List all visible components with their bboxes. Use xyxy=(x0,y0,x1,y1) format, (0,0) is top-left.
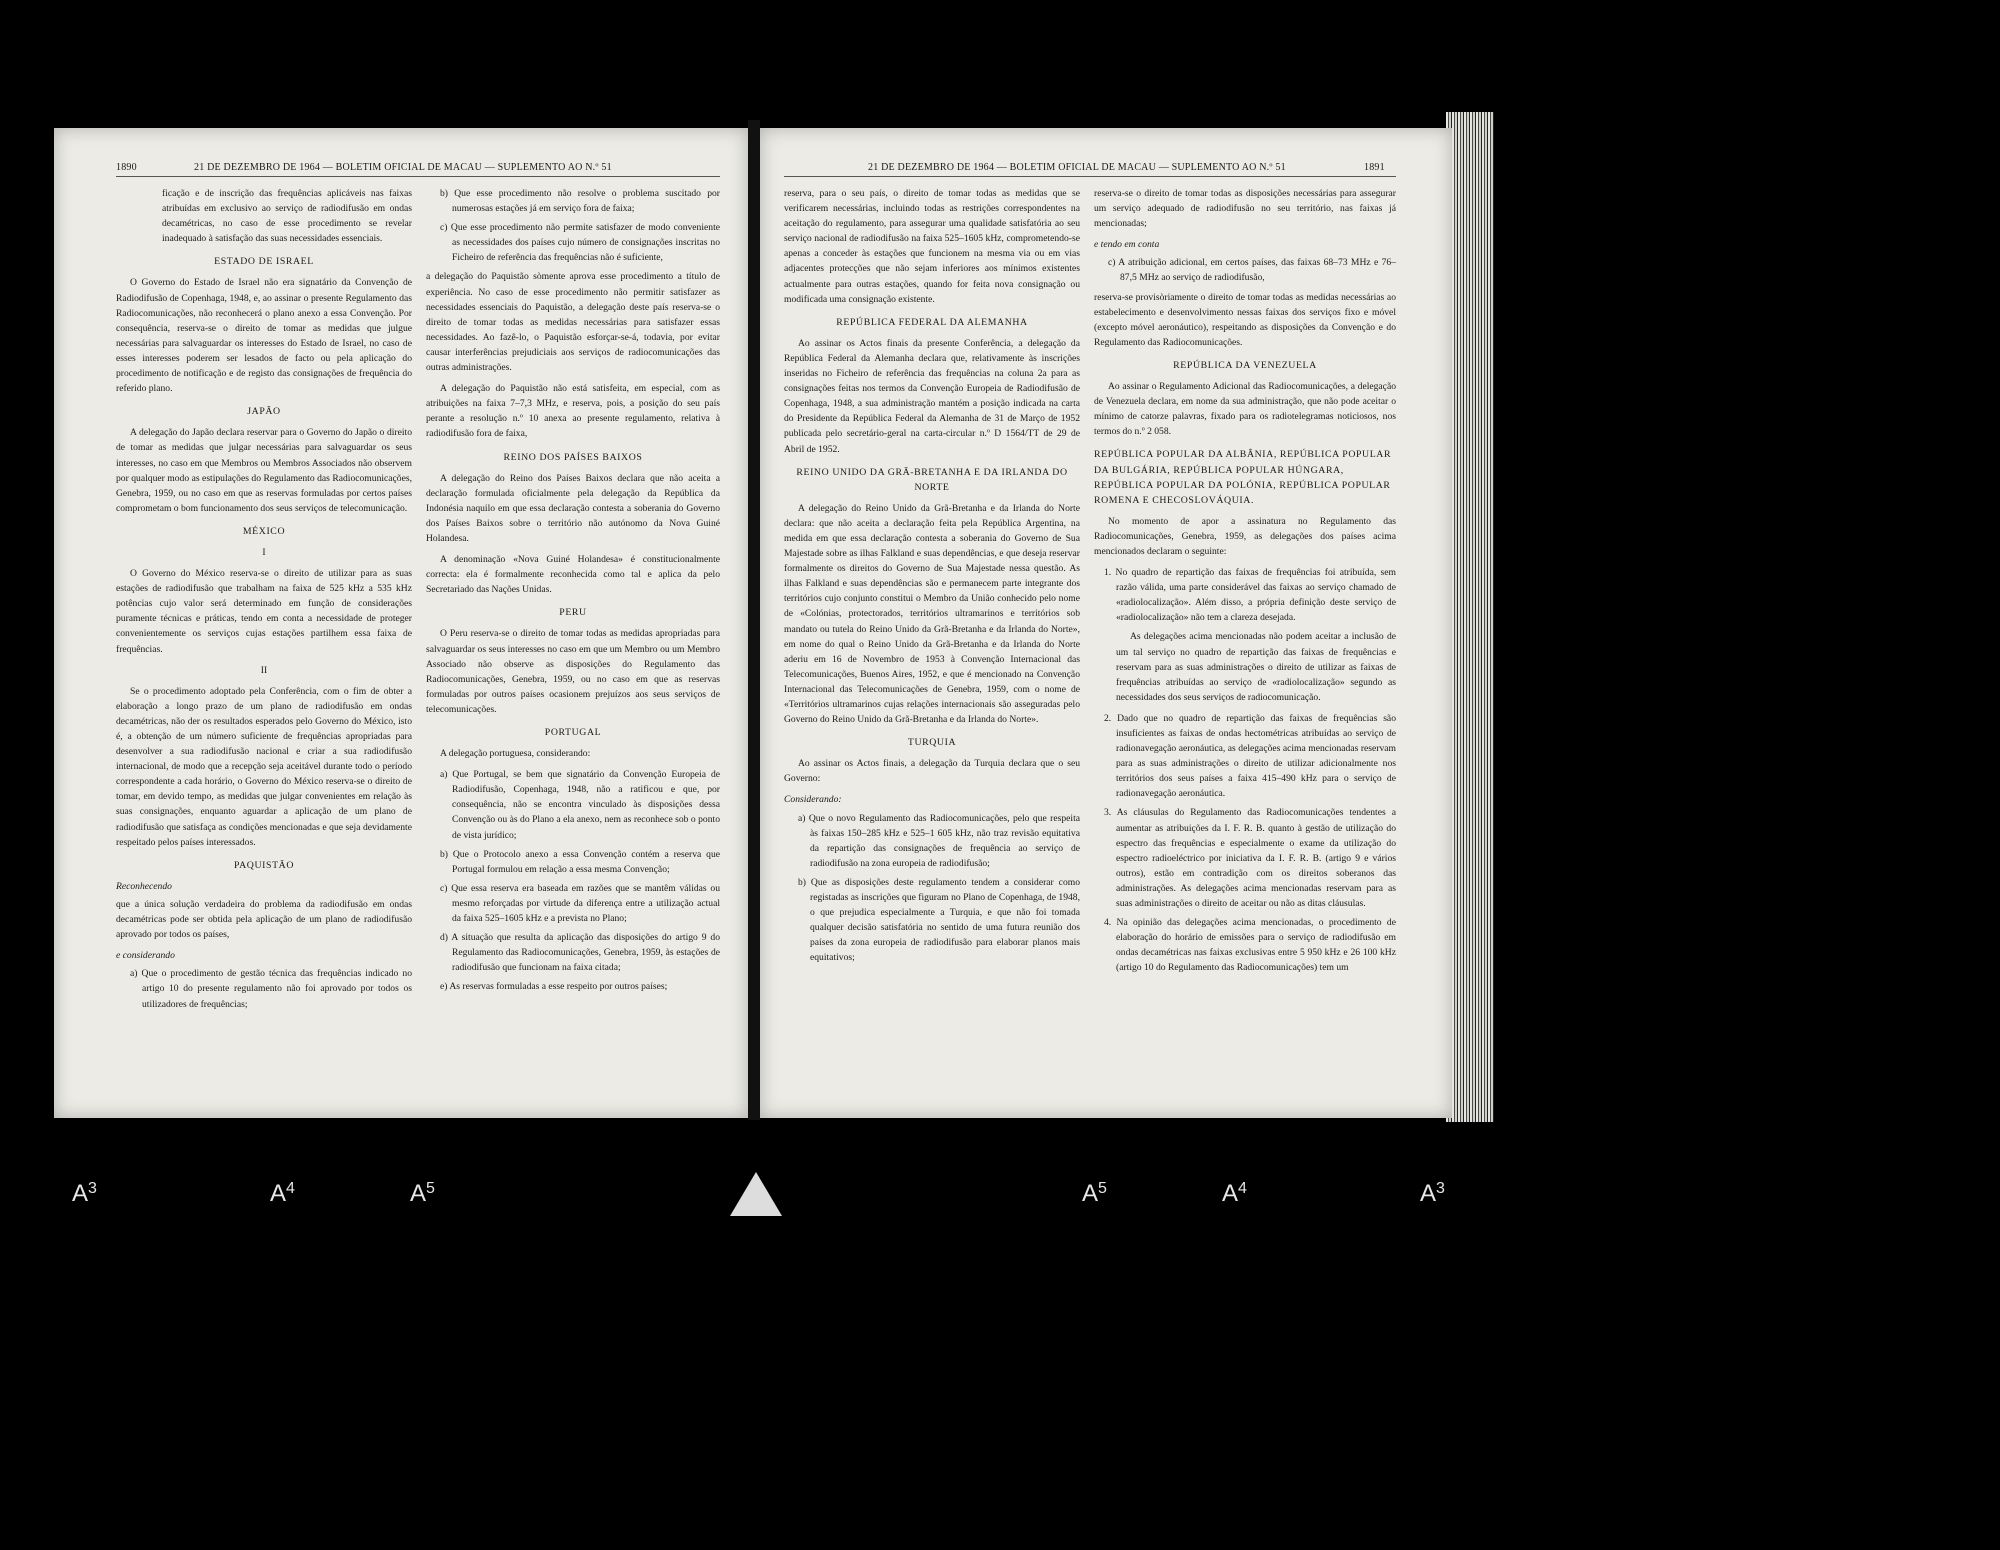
film-marker: $A^3$ xyxy=(72,1180,97,1207)
list-item: c) A atribuição adicional, em certos países, das faixas 68–73 MHz e 76–87,5 MHz ao serviço de radiodifusão, xyxy=(1108,257,1396,284)
numbered-item: 3. As cláusulas do Regulamento das Radiocomunicações tendentes a aumentar as atribuições da I. F. R. B. quanto à gestão de utilização do espectro das frequências e especialmente o exame da utilização do espectro radioeléctrico por iniciativa da I. F. R. B. (artigo 9 e vários outros), estão em contradição com os direitos soberanos das administrações. As delegações acima mencionadas reservam para as suas administrações o direito de aceitar ou não as ditas cláusulas. xyxy=(1104,807,1396,910)
numbered-item: 1. No quadro de repartição das faixas de frequências foi atribuída, sem razão válida, uma parte considerável das faixas ao serviço chamado de «radiolocalização». Além disso, a própria definição deste serviço de «radiolocalização» não tem a clareza desejada. xyxy=(1104,567,1396,624)
book-gutter xyxy=(748,120,760,1120)
list-item: a) Que o novo Regulamento das Radiocomunicações, pelo que respeita às faixas 150–285 kHz e 525–1 605 kHz, não traz revisão equitativa da repartição das consignações de frequência ao serviço de radiodifusão na zona europeia de radiodifusão; xyxy=(798,812,1080,869)
film-marker: $A^3$ xyxy=(1420,1180,1445,1207)
paragraph: A delegação do Reino Unido da Grã-Bretanha e da Irlanda do Norte declara: que não aceita a declaração feita pela República Argentina, na medida em que essa declaração contesta a soberania do Governo de Sua Majestade sobre as ilhas Falkland e suas dependências, e que deseja reservar formalmente os direitos do Governo de Sua Majestade nessa questão. As ilhas Falkland e suas dependências são e permanecem parte integrante dos territórios cujo conjunto constitui o Membro da União conhecido pelo nome de «Colónias, protectorados, territórios ultramarinos e territórios sob mandato ou tutela do Reino Unido da Grã-Bretanha e da Irlanda do Norte», em nome do qual o Reino Unido da Grã-Bretanha e da Irlanda do Norte aderiu em 16 de Novembro de 1953 à Convenção Internacional das Telecomunicações, Buenos Aires, 1952, e que é mencionado na Convenção Internacional das Telecomunicações de Genebra, 1959, com o nome de «Territórios ultramarinos cujas relações internacionais são asseguradas pelo Governo do Reino Unido da Grã-Bretanha e da Irlanda do Norte». xyxy=(784,502,1080,726)
italic-subheading: Considerando: xyxy=(784,794,842,806)
numbered-item: 2. Dado que no quadro de repartição das faixas de frequências são insuficientes as faixas de ondas hectométricas atribuídas ao serviço de radionavegação aeronáutica, as delegações acima mencionadas reservam para as suas administrações o direito de utilizar adicionalmente nos territórios dos seus países a faixa 415–490 kHz para o serviço de radionavegação aeronáutica. xyxy=(1104,712,1396,800)
list-item: c) Que essa reserva era baseada em razões que se mantêm válidas ou mesmo reforçadas por virtude da diferença entre a utilização actual da faixa 525–1605 kHz e a prevista no Plano; xyxy=(440,882,720,925)
roman-numeral: II xyxy=(260,664,268,676)
roman-numeral: I xyxy=(262,546,266,558)
section-heading: TURQUIA xyxy=(907,737,957,749)
film-marker: $A^5$ xyxy=(410,1180,435,1207)
paragraph: A delegação do Paquistão não está satisfeita, em especial, com as atribuições na faixa 7–7,3 MHz, e reserva, pois, a posição do seu país perante a resolução n.º 10 anexa ao presente regulamento, relativa à radiodifusão fora de faixa, xyxy=(426,383,720,440)
paragraph: Ao assinar o Regulamento Adicional das Radiocomunicações, a delegação de Venezuela declara, em nome da sua administração, que não pode aceitar o mínimo de catorze palavras, fixado para os radiotelegramas noticiosos, nos termos do n.º 2 058. xyxy=(1094,381,1396,438)
paragraph: que a única solução verdadeira do problema da radiodifusão em ondas decamétricas pode ser obtida pela aplicação de um plano de radiodifusão aprovado por todos os países, xyxy=(116,898,412,941)
paragraph: reserva-se provisòriamente o direito de tomar todas as medidas necessárias ao estabelecimento e desenvolvimento nessas faixas dos serviços fixo e móvel (excepto móvel aeronáutico), respeitando as disposições da Convenção e do Regulamento das Radiocomunicações. xyxy=(1094,291,1396,348)
paragraph: No momento de apor a assinatura no Regulamento das Radiocomunicações, Genebra, 1959, as delegações dos países acima mencionados declaram o seguinte: xyxy=(1094,515,1396,557)
section-heading: PAQUISTÃO xyxy=(233,859,295,871)
page-number: 1891 xyxy=(1364,162,1385,173)
right-column-1 xyxy=(784,186,1080,970)
section-heading: MÉXICO xyxy=(242,525,286,537)
paragraph: a delegação do Paquistão sòmente aprova esse procedimento a título de experiência. No caso de esse procedimento não permitir satisfazer as necessidades essenciais do Paquistão, a delegação deste país reserva-se o direito de tomar todas as medidas necessárias para satisfazer essas necessidades. Ao fazê-lo, o Paquistão esforçar-se-á, todavia, por evitar causar interferências prejudiciais aos serviços de radiocomunicações das outras administrações. xyxy=(426,271,720,374)
page-header: 21 DE DEZEMBRO DE 1964 — BOLETIM OFICIAL DE MACAU — SUPLEMENTO AO N.º 51 xyxy=(194,162,612,173)
section-heading: JAPÃO xyxy=(247,406,281,418)
italic-subheading: e considerando xyxy=(116,950,175,962)
book-page-edges xyxy=(1446,112,1494,1122)
film-center-arrow xyxy=(730,1172,782,1216)
paragraph: O Peru reserva-se o direito de tomar todas as medidas apropriadas para salvaguardar os seus interesses no caso em que um Membro ou um Membro Associado não observe as disposições do Regulamento das Radiocomunicações, Genebra, 1959, ou no caso em que as reservas formuladas por outros países ocasionem prejuízos aos seus serviços de telecomunicações. xyxy=(426,628,720,715)
page-header: 21 DE DEZEMBRO DE 1964 — BOLETIM OFICIAL DE MACAU — SUPLEMENTO AO N.º 51 xyxy=(868,162,1286,173)
film-marker: $A^4$ xyxy=(270,1180,295,1207)
section-heading: REINO DOS PAÍSES BAIXOS xyxy=(503,451,643,463)
section-heading: PERU xyxy=(559,607,587,619)
film-marker: $A^4$ xyxy=(1222,1180,1247,1207)
section-heading: ESTADO DE ISRAEL xyxy=(214,256,314,268)
left-page xyxy=(54,128,748,1118)
header-rule xyxy=(784,176,1396,177)
section-heading: PORTUGAL xyxy=(544,727,602,738)
paragraph: A delegação portuguesa, considerando: xyxy=(440,748,591,760)
page-number: 1890 xyxy=(116,162,137,173)
section-heading: REINO UNIDO DA GRÃ-BRETANHA E DA IRLANDA DO NORTE xyxy=(796,466,1068,493)
header-rule xyxy=(116,176,720,177)
list-item: d) A situação que resulta da aplicação das disposições do artigo 9 do Regulamento das Radiocomunicações, Genebra, 1959, às estações de radiodifusão que funcionam na faixa citada; xyxy=(440,932,720,974)
right-column-2 xyxy=(1094,186,1396,980)
paragraph: Ao assinar os Actos finais da presente Conferência, a delegação da República Federal da Alemanha declara que, relativamente às inscrições inseridas no Ficheiro de referência das frequências na coluna 2a para as consignações feitas nos termos da Convenção Europeia de Radiodifusão de Copenhaga, 1948, a sua administração mantém a posição indicada na carta do Presidente da República Federal da Alemanha de 31 de Março de 1952 publicada pelo secretário-geral na carta-circular n.º D 1564/TT de 29 de Abril de 1952. xyxy=(784,337,1080,455)
list-item: b) Que as disposições deste regulamento tendem a considerar como registadas as inscrições que figuram no Plano de Copenhaga, de 1948, o que prejudica especialmente a Turquia, e que não foi tomada qualquer decisão satisfatória no sentido de uma futura reunião dos países da zona europeia de radiodifusão para elaborar planos mais equitativos; xyxy=(798,876,1080,964)
list-item: e) As reservas formuladas a esse respeito por outros países; xyxy=(440,981,668,993)
italic-subheading: e tendo em conta xyxy=(1094,239,1160,251)
left-column-2 xyxy=(426,186,720,999)
paragraph: Ao assinar os Actos finais, a delegação da Turquia declara que o seu Governo: xyxy=(784,758,1080,785)
list-item: b) Que esse procedimento não resolve o problema suscitado por numerosas estações já em serviço fora de faixa; xyxy=(440,188,720,215)
left-column-1 xyxy=(116,186,412,1016)
paragraph: reserva, para o seu país, o direito de tomar todas as medidas que se verificarem necessárias, incluindo todas as restrições correspondentes na aceitação do regulamento, para assegurar uma qualidade satisfatória ao seu serviço nacional de radiodifusão na faixa 525–1605 kHz, comprometendo-se apenas a conceder às estações que funcionem na mesma via ou em vias adjacentes protecções que não sejam inferiores aos mínimos existentes actualmente para outras estações, quando for feita nova consignação ou modificada uma consignação existente. xyxy=(784,188,1080,305)
numbered-item: 4. Na opinião das delegações acima mencionadas, o procedimento de elaboração do horário de emissões para o serviço de radiodifusão em ondas decamétricas nas faixas exclusivas entre 5 950 kHz e 26 100 kHz (artigo 10 do Regulamento das Radiocomunicações) tem um xyxy=(1104,917,1396,974)
right-page xyxy=(760,128,1452,1118)
list-item: a) Que o procedimento de gestão técnica das frequências indicado no artigo 10 do presente regulamento não foi aprovado por todos os utilizadores de frequências; xyxy=(130,968,412,1010)
paragraph: As delegações acima mencionadas não podem aceitar a inclusão de um tal serviço no quadro de repartição das faixas de frequências e reservam para as suas administrações o direito de utilizar as faixas de frequências atribuídas ao serviço de «radiolocalização» segundo as necessidades dos seus serviços de radiocomunicação. xyxy=(1116,631,1396,703)
section-heading: REPÚBLICA FEDERAL DA ALEMANHA xyxy=(836,316,1028,328)
section-heading: REPÚBLICA DA VENEZUELA xyxy=(1173,359,1317,371)
list-item: b) Que o Protocolo anexo a essa Convenção contém a reserva que Portugal formulou em relação a essa mesma Convenção; xyxy=(440,848,720,875)
paragraph: Se o procedimento adoptado pela Conferência, com o fim de obter a elaboração a longo prazo de um plano de radiodifusão em ondas decamétricas, não der os resultados esperados pelo Governo do México, isto é, a obtenção de um número suficiente de frequências apropriadas para desenvolver a sua radiodifusão nacional e criar a sua radiodifusão internacional, de modo que a recepção seja aceitável durante todo o período correspondente a cada horário, o Governo do México reserva-se o direito de tomar, em devido tempo, as medidas que julgar convenientes em relação às suas consignações, enquanto aguardar a aplicação de um plano de radiodifusão que satisfaça as condições mencionadas e que seja devidamente respeitado pelos países interessados. xyxy=(116,685,412,848)
list-item: a) Que Portugal, se bem que signatário da Convenção Europeia de Radiodifusão, Copenhaga, 1948, não a ratificou e que, por consequência, não se encontra vinculado às disposições dessa Convenção ou às do Plano a ela anexo, nem as reconhece sob o ponto de vista jurídico; xyxy=(440,769,720,841)
paragraph: A denominação «Nova Guiné Holandesa» é constitucionalmente correcta: ela é formalmente reconhecida como tal e aplica da pelo Secretariado das Nações Unidas. xyxy=(426,554,720,596)
list-item: c) Que esse procedimento não permite satisfazer de modo conveniente as necessidades dos países cujo número de consignações inscritas no Ficheiro de referência das frequências não é suficiente, xyxy=(440,222,720,264)
paragraph: O Governo do Estado de Israel não era signatário da Convenção de Radiodifusão de Copenhaga, 1948, e, ao assinar o presente Regulamento das Radiocomunicações, não reconhecerá o plano anexo a essa Convenção. Por consequência, reserva-se o direito de tomar as medidas que julgue necessárias para salvaguardar os interesses do Estado de Israel, no caso de esses interesses poderem ser lesados de facto ou pela aplicação do procedimento de notificação e de registo das consignações de frequência do referido plano. xyxy=(116,277,412,395)
paragraph: A delegação do Reino dos Países Baixos declara que não aceita a declaração formulada oficialmente pela delegação da República da Indonésia naquilo em que essa declaração contesta a soberania do Governo dos Países Baixos sobre o território não autónomo da Nova Guiné Holandesa. xyxy=(426,472,720,544)
section-heading: REPÚBLICA POPULAR DA ALBÂNIA, REPÚBLICA POPULAR DA BULGÁRIA, REPÚBLICA POPULAR HÚNGARA, REPÚBLICA POPULAR DA POLÓNIA, REPÚBLICA POPULAR ROMENA E CHECOSLOVÁQUIA. xyxy=(1094,449,1392,506)
paragraph: O Governo do México reserva-se o direito de utilizar para as suas estações de radiodifusão que trabalham na faixa de 525 kHz a 535 kHz potências cujo valor será determinado em função de considerações puramente técnicas e práticas, tendo em conta a necessidade de proteger convenientemente os serviços cujas estações partilhem essa faixa de frequências. xyxy=(116,568,412,655)
paragraph: ficação e de inscrição das frequências aplicáveis nas faixas atribuídas em exclusivo ao serviço de radiodifusão em ondas decamétricas, no caso de esse procedimento se revelar inadequado à satisfação das suas necessidades essenciais. xyxy=(162,188,412,245)
paragraph: reserva-se o direito de tomar todas as disposições necessárias para assegurar um serviço adequado de radiodifusão no seu território, nas faixas já mencionadas; xyxy=(1094,188,1396,230)
film-marker: $A^5$ xyxy=(1082,1180,1107,1207)
paragraph: A delegação do Japão declara reservar para o Governo do Japão o direito de tomar as medidas que julgar necessárias para salvaguardar os seus interesses, no caso em que Membros ou Membros Associados não observem por qualquer modo as estipulações do Regulamento das Radiocomunicações, Genebra, 1959, ou no caso em que as reservas formuladas por certos países comprometam o bom funcionamento dos seus serviços de telecomunicação. xyxy=(116,427,412,514)
italic-subheading: Reconhecendo xyxy=(116,880,172,892)
